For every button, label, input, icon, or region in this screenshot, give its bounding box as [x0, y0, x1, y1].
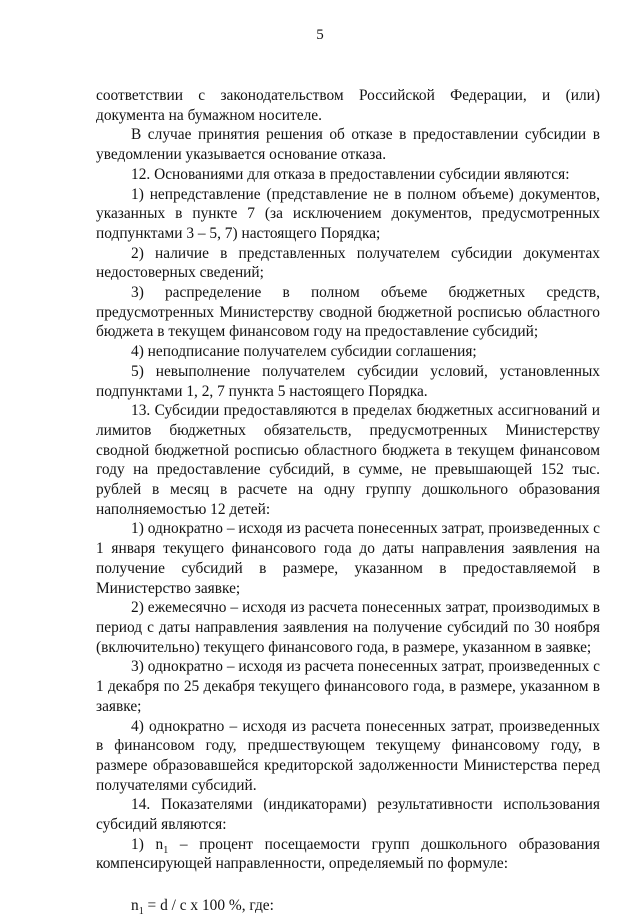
clause-12-item-1: 1) непредставление (представление не в полном объеме) документов, указанных в пункте 7 (за исключением документов, предусмотренных подпунктами 3 – 5, 7) настоящего Порядка;	[96, 185, 600, 242]
clause-12-item-5: 5) невыполнение получателем субсидии условий, установленных подпунктами 1, 2, 7 пункта 5 настоящего Порядка.	[96, 362, 600, 400]
clause-13-item-1: 1) однократно – исходя из расчета понесенных затрат, произведенных с 1 января текущего финансового года до даты направления заявления на получение субсидий в размере, указанном в предоставляемой в Министерство заявке;	[96, 520, 600, 597]
paragraph-refusal-notice: В случае принятия решения об отказе в предоставлении субсидии в уведомлении указывается основание отказа.	[96, 126, 600, 164]
clause-14-heading: 14. Показателями (индикаторами) результативности использования субсидий являются:	[96, 796, 600, 834]
item-prefix: 1) n	[131, 835, 164, 853]
clause-13-item-2: 2) ежемесячно – исходя из расчета понесенных затрат, производимых в период с даты направления заявления на получение субсидий по 30 ноября (включительно) текущего финансового года, в размере, указанном в заявке;	[96, 599, 600, 656]
clause-13-heading: 13. Субсидии предоставляются в пределах бюджетных ассигнований и лимитов бюджетных обязательств, предусмотренных Министерству сводной бюджетной росписью областного бюджета в текущем финансовом году на предоставление субсидий, в сумме, не превышающей 152 тыс. рублей в месяц в расчете на одну группу дошкольного образования наполняемостью 12 детей:	[96, 402, 600, 518]
clause-14-item-1	[96, 835, 600, 874]
clause-12-item-3: 3) распределение в полном объеме бюджетных средств, предусмотренных Министерству сводной бюджетной росписью областного бюджета в текущем финансовом году на предоставление субсидий;	[96, 284, 600, 341]
document-body	[96, 86, 600, 916]
formula	[96, 896, 600, 916]
clause-12-item-2: 2) наличие в представленных получателем субсидии документах недостоверных сведений;	[96, 244, 600, 282]
clause-13-item-3: 3) однократно – исходя из расчета понесенных затрат, произведенных с 1 декабря по 25 декабря текущего финансового года, в размере, указанном в заявке;	[96, 658, 600, 715]
item-subscript: 1	[163, 844, 169, 856]
formula-text: = d / c x 100 %, где:	[143, 897, 274, 915]
clause-12-item-4: 4) неподписание получателем субсидии соглашения;	[131, 343, 477, 361]
paragraph-continuation: соответствии с законодательством Российской Федерации, и (или) документа на бумажном носителе.	[96, 87, 600, 124]
formula-subscript: 1	[138, 906, 144, 917]
page-number: 5	[316, 27, 324, 43]
formula-variable: n	[131, 897, 139, 915]
clause-13-item-4: 4) однократно – исходя из расчета понесенных затрат, произведенных в финансовом году, предшествующем текущему финансовому году, в размере образовавшейся кредиторской задолженности Министерства перед получателями субсидий.	[96, 717, 600, 794]
item-text: – процент посещаемости групп дошкольного образования компенсирующей направленности, определяемый по формуле:	[96, 835, 600, 873]
clause-12-heading: 12. Основаниями для отказа в предоставлении субсидии являются:	[131, 165, 570, 183]
